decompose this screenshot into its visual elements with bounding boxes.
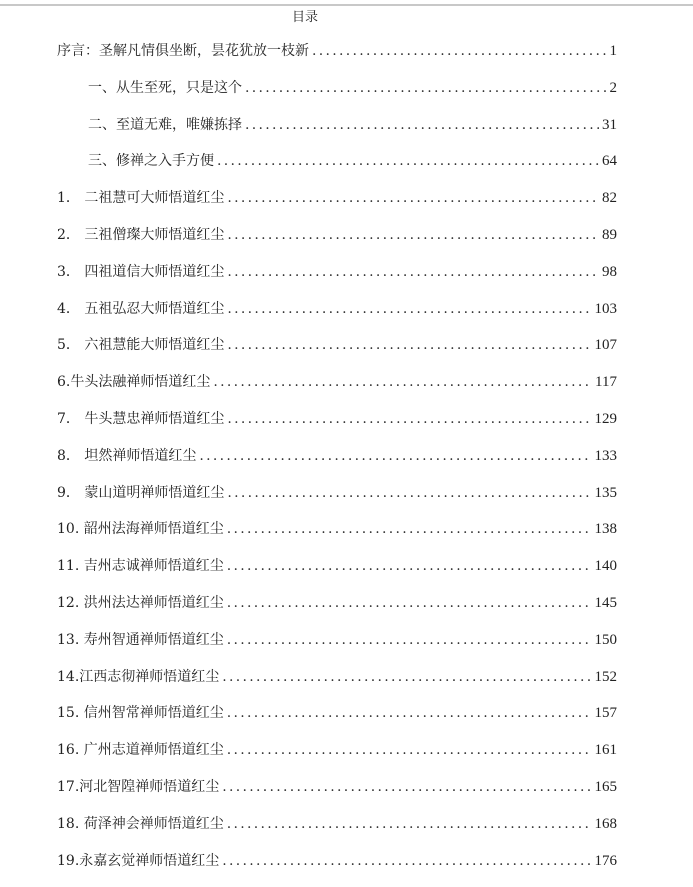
- toc-entry-page: 150: [594, 631, 617, 648]
- toc-entry[interactable]: [57, 187, 617, 207]
- dot-leader: [199, 448, 591, 464]
- toc-entry-page: 89: [602, 227, 617, 243]
- toc-entry-label: 4． 五祖弘忍大师悟道红尘: [57, 300, 225, 317]
- toc-entry-page: 145: [594, 595, 617, 611]
- toc-entry-page: 64: [602, 153, 617, 170]
- toc-entry-label: 9． 蒙山道明禅师悟道红尘: [57, 484, 225, 501]
- toc-title: 目录: [291, 10, 318, 25]
- toc-entry-page: 176: [594, 852, 617, 869]
- dot-leader: [227, 558, 592, 574]
- toc-entry[interactable]: [57, 298, 617, 318]
- toc-entry-label: 15. 信州智常禅师悟道红尘: [57, 705, 224, 722]
- toc-entry[interactable]: [57, 776, 617, 796]
- dot-leader: [312, 43, 607, 59]
- dot-leader: [227, 485, 591, 501]
- toc-entry[interactable]: [57, 224, 617, 244]
- toc-entry-label: 8． 坦然禅师悟道红尘: [57, 447, 197, 464]
- dot-leader: [227, 705, 592, 721]
- toc-entry-label: 14.江西志彻禅师悟道红尘: [57, 668, 220, 685]
- toc-entry-page: 1: [609, 43, 617, 59]
- toc-entry-page: 98: [602, 263, 617, 280]
- toc-entry-page: 161: [594, 742, 617, 759]
- toc-entry[interactable]: [57, 40, 617, 60]
- toc-entry[interactable]: [57, 702, 617, 722]
- toc-entry-page: 133: [594, 447, 617, 464]
- toc-entry-page: 140: [594, 558, 617, 575]
- toc-entry-label: 19.永嘉玄觉禅师悟道红尘: [57, 852, 220, 869]
- dot-leader: [227, 190, 599, 206]
- dot-leader: [227, 595, 592, 611]
- dot-leader: [227, 411, 591, 427]
- toc-entry-page: 103: [594, 300, 617, 317]
- toc-entry-label: 3． 四祖道信大师悟道红尘: [57, 263, 225, 280]
- toc-entry-page: 31: [602, 116, 617, 133]
- toc-entry-label: 10. 韶州法海禅师悟道红尘: [57, 521, 224, 538]
- toc-entry-label: 7． 牛头慧忠禅师悟道红尘: [57, 411, 225, 427]
- toc-entry-label: 2． 三祖僧璨大师悟道红尘: [57, 227, 225, 243]
- dot-leader: [227, 816, 592, 832]
- toc-entry[interactable]: [88, 114, 617, 134]
- toc-entry-page: 129: [594, 411, 617, 427]
- dot-leader: [227, 632, 592, 648]
- toc-entry[interactable]: [57, 482, 617, 502]
- toc-entry-label: 二、至道无难，唯嫌拣择: [88, 116, 242, 133]
- toc-entry[interactable]: [57, 629, 617, 649]
- toc-entry-label: 5． 六祖慧能大师悟道红尘: [57, 337, 225, 354]
- toc-entry-label: 12. 洪州法达禅师悟道红尘: [57, 595, 224, 611]
- toc-entry-page: 82: [602, 190, 617, 207]
- dot-leader: [222, 853, 591, 869]
- toc-entry-page: 2: [609, 79, 617, 96]
- toc-entry[interactable]: [88, 150, 617, 170]
- dot-leader: [222, 669, 591, 685]
- toc-entry-page: 117: [595, 374, 617, 391]
- toc-entry-page: 138: [594, 521, 617, 538]
- toc-entry-label: 一、从生至死，只是这个: [88, 79, 242, 96]
- toc-entry[interactable]: [57, 666, 617, 686]
- toc-entry-label: 三、修禅之入手方便: [88, 153, 214, 170]
- toc-entry[interactable]: [57, 850, 617, 870]
- toc-entry-page: 152: [594, 668, 617, 685]
- toc-entry[interactable]: [57, 334, 617, 354]
- dot-leader: [227, 521, 592, 537]
- dot-leader: [227, 742, 592, 758]
- toc-entry-label: 11. 吉州志诚禅师悟道红尘: [57, 558, 224, 575]
- toc-entry[interactable]: [57, 408, 617, 428]
- toc-entry[interactable]: [57, 371, 617, 391]
- toc-entry[interactable]: [57, 555, 617, 575]
- toc-entry[interactable]: [57, 445, 617, 465]
- toc-entry[interactable]: [57, 261, 617, 281]
- dot-leader: [245, 80, 607, 96]
- dot-leader: [213, 374, 592, 390]
- toc-entry[interactable]: [57, 592, 617, 612]
- toc-entry-label: 6.牛头法融禅师悟道红尘: [57, 374, 211, 391]
- dot-leader: [217, 153, 599, 169]
- dot-leader: [227, 264, 599, 280]
- toc-entry[interactable]: [57, 739, 617, 759]
- toc-entry-page: 168: [594, 815, 617, 832]
- dot-leader: [227, 337, 591, 353]
- toc-entry-page: 107: [594, 337, 617, 354]
- toc-entry-page: 165: [594, 779, 617, 795]
- toc-entry-label: 16. 广州志道禅师悟道红尘: [57, 742, 224, 759]
- toc-entry[interactable]: [57, 813, 617, 833]
- dot-leader: [227, 301, 591, 317]
- toc-entry[interactable]: [57, 518, 617, 538]
- toc-entry-label: 序言：圣解凡情俱坐断，昙花犹放一枝新: [57, 43, 309, 59]
- toc-entry-label: 17.河北智隍禅师悟道红尘: [57, 779, 220, 795]
- toc-entry-page: 135: [594, 484, 617, 501]
- toc-entry-label: 1． 二祖慧可大师悟道红尘: [57, 190, 225, 207]
- toc-entry-label: 18. 荷泽神会禅师悟道红尘: [57, 815, 224, 832]
- toc-entry-page: 157: [594, 705, 617, 722]
- dot-leader: [245, 117, 599, 133]
- dot-leader: [222, 779, 591, 795]
- dot-leader: [227, 227, 599, 243]
- toc-entry[interactable]: [88, 77, 617, 97]
- toc-entry-label: 13. 寿州智通禅师悟道红尘: [57, 631, 224, 648]
